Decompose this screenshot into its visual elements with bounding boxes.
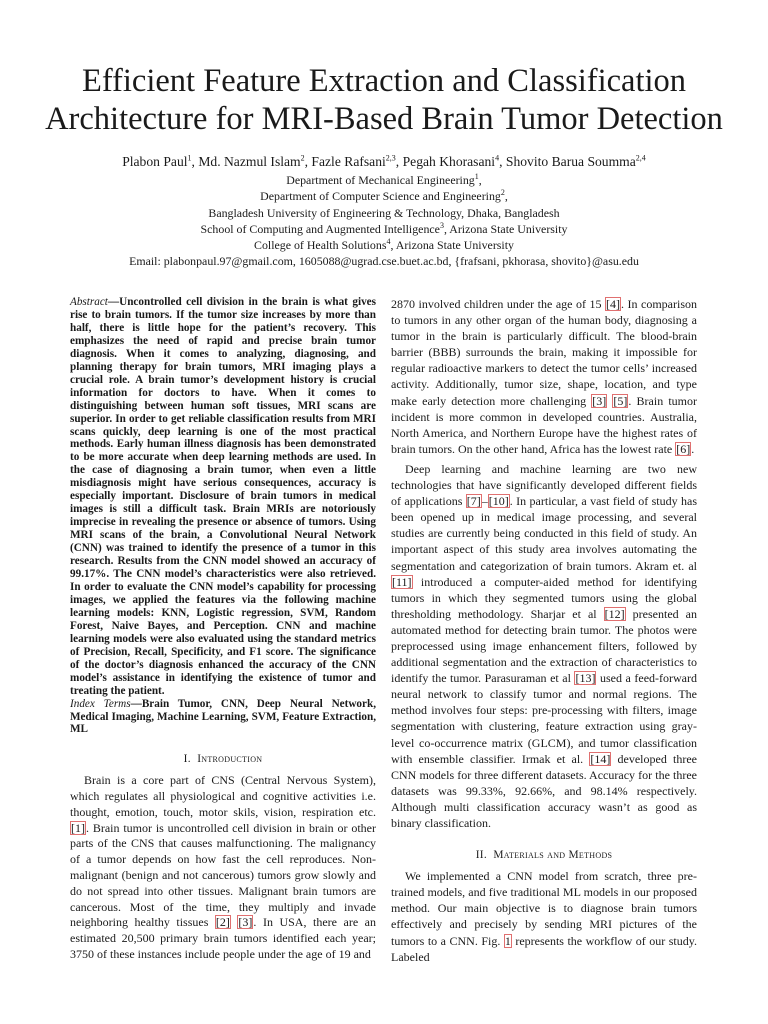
citation-link[interactable]: [4]: [606, 297, 620, 311]
figure-link[interactable]: 1: [504, 933, 511, 948]
citation-link[interactable]: [3]: [592, 393, 607, 408]
index-terms-text: —Brain Tumor, CNN, Deep Neural Network, Medical Imaging, Machine Learning, SVM, Feature Extraction, ML: [70, 697, 376, 736]
paper-title: Efficient Feature Extraction and Classification Architecture for MRI-Based Brain Tumor Detection: [45, 63, 723, 137]
email-line: Email: plabonpaul.97@gmail.com, 1605088@ugrad.cse.buet.ac.bd, {frafsani, pkhorasa, shovito}@asu.edu: [129, 254, 639, 269]
affiliation-line: College of Health Solutions$^4$, Arizona State University: [254, 237, 514, 253]
citation-link[interactable]: [2]: [215, 915, 230, 930]
body-paragraph: 2870 involved children under the age of 15 [4]. In comparison to tumors in any other organ of the human body, diagnosing a tumor in the brain is particularly difficult. The blood-brain barrier (BBB) surrounds the brain, making it impossible for regular radioactive markers to detect the tumor cells’ increased activity. Additionally, tumor size, shape, location, and type make early detection more challenging [3] [5]. Brain tumor incident is more common in developed countries. Australia, North America, and Northern Europe have the highest rates of brain tumors. On the other hand, Africa has the lowest rate [6].: [391, 297, 697, 456]
author-list: Plabon Paul$^1$, Md. Nazmul Islam$^2$, Fazle Rafsani$^{2,3}$, Pegah Khorasani$^4$, Shovito Barua Soumma$^{2,4}$: [122, 153, 646, 169]
citation-link[interactable]: [12]: [604, 606, 625, 621]
citation-link[interactable]: [10]: [488, 494, 509, 509]
citation-link[interactable]: [13]: [575, 671, 596, 686]
affiliation-line: Department of Computer Science and Engineering$^2$,: [260, 188, 508, 204]
affiliation-block: [10, 172, 758, 270]
citation-link[interactable]: [6]: [676, 441, 691, 456]
affiliation-line: Bangladesh University of Engineering & Technology, Dhaka, Bangladesh: [208, 205, 560, 220]
abstract-text: —Uncontrolled cell division in the brain is what gives rise to brain tumors. If the tumor size increases by more than half, there is little hope for the patient’s recovery. This emphasizes the need of rapid and precise brain tumor diagnosis. When it comes to analyzing, diagnosing, and planning therapy for brain tumors, MRI imaging plays a crucial role. A brain tumor’s development history is crucial information for doctors to have. When it comes to distinguishing between human soft tissues, MRI scans are superior. In order to get reliable classification results from MRI scans quickly, deep learning is one of the most practical methods. Early human illness diagnosis has been demonstrated to be more accurate when deep learning methods are used. In the case of diagnosing a brain tumor, when even a little misdiagnosis might have serious consequences, accuracy is especially important. Disclosure of brain tumors in medical images is still a difficult task. Brain MRIs are notoriously imprecise in revealing the presence or absence of tumors. Using MRI scans of the brain, a Convolutional Neural Network (CNN) was trained to identify the presence of a tumor in this research. Results from the CNN model showed an accuracy of 99.17%. The CNN model’s characteristics were also retrieved. In order to evaluate the CNN model’s capability for processing images, we applied the features via the following machine learning models: KNN, Logistic regression, SVM, Random Forest, Naive Bayes, and Perception. CNN and machine learning models were also evaluated using the standard metrics of Precision, Recall, Specificity, and F1 score. The significance of the doctor’s diagnosis enhanced the accuracy of the CNN model’s assistance in identifying the existence of tumor and treating the patient.: [70, 296, 376, 697]
citation-link[interactable]: [7]: [466, 494, 481, 509]
author: Plabon Paul$^1$: [122, 153, 192, 169]
author: Pegah Khorasani$^4$: [402, 153, 500, 169]
citation-link[interactable]: [11]: [392, 574, 412, 589]
author: Shovito Barua Soumma$^{2,4}$: [505, 153, 646, 169]
affiliation-line: Department of Mechanical Engineering$^1$,: [286, 172, 482, 187]
author: Md. Nazmul Islam$^2$: [198, 153, 305, 169]
index-terms-label: Index Terms: [70, 697, 131, 710]
section-heading-methods: II. Materials and Methods: [475, 849, 613, 862]
citation-link[interactable]: [3]: [238, 915, 253, 930]
index-terms: [70, 698, 376, 737]
author: Fazle Rafsani$^{2,3}$: [311, 153, 396, 169]
body-paragraph: Brain is a core part of CNS (Central Nervous System), which regulates all physiological and cognitive activities i.e. thought, emotion, touch, motor skils, vision, respiration etc. [1]. Brain tumor is uncontrolled cell division in brain or other parts of the CNS that causes malfunctioning. The malignancy of a tumor depends on how fast the cell reproduces. Non-malignant (benign and not cancerous) tumors grow slowly and do not spread into other tissues. Malignant brain tumors are cancerous. Most of the time, they multiply and invade neighboring healthy tissues [2] [3]. In USA, there are an estimated 20,500 primary brain tumors identified each year; 3750 of these instances include people under the age of 19 and: [70, 773, 376, 961]
citation-link[interactable]: [14]: [590, 751, 611, 766]
citation-link[interactable]: [5]: [613, 393, 628, 408]
right-column: [391, 296, 697, 965]
abstract-label: Abstract: [70, 296, 108, 308]
citation-link[interactable]: [1]: [71, 820, 85, 835]
abstract: [70, 296, 376, 698]
body-paragraph: We implemented a CNN model from scratch, three pre-trained models, and five traditional ML models in our proposed method. Our main objective is to diagnose brain tumors effectively and precisely by sending MRI pictures of the tumors to a CNN. Fig. 1 represents the workflow of our study. Labeled: [391, 869, 697, 964]
body-paragraph: Deep learning and machine learning are two new technologies that have significantly developed different fields of applications [7]–[10]. In particular, a vast field of study has been opened up in medical image processing, and several studies are currently being conducted in this field of study. An important aspect of this study area involves automating the segmentation and categorization of brain tumors. Akram et. al [11] introduced a computer-aided method for identifying tumors in which they segmented tumors using the global thresholding methodology. Sharjar et al [12] presented an automated method for detecting brain tumor. The photos were preprocessed using image enhancement filters, followed by additional segmentation and the extraction of characteristics to identify the tumor. Parasuraman et al [13] used a feed-forward neural network to classify tumor and normal regions. The method involves four steps: pre-processing with filters, image segmentation with clustering, feature extraction using gray-level co-occurrence matrix (GLCM), and tumor classification with ensemble classifier. Irmak et al. [14] developed three CNN models for three different datasets. Accuracy for the three datasets was 99.33%, 92.66%, and 98.14% respectively. Although multi classification accuracy wasn’t as good as binary classification.: [391, 461, 698, 830]
section-heading-introduction: I. Introduction: [183, 753, 263, 766]
affiliation-line: School of Computing and Augmented Intelligence$^3$, Arizona State University: [200, 220, 568, 236]
left-column: [70, 296, 376, 963]
